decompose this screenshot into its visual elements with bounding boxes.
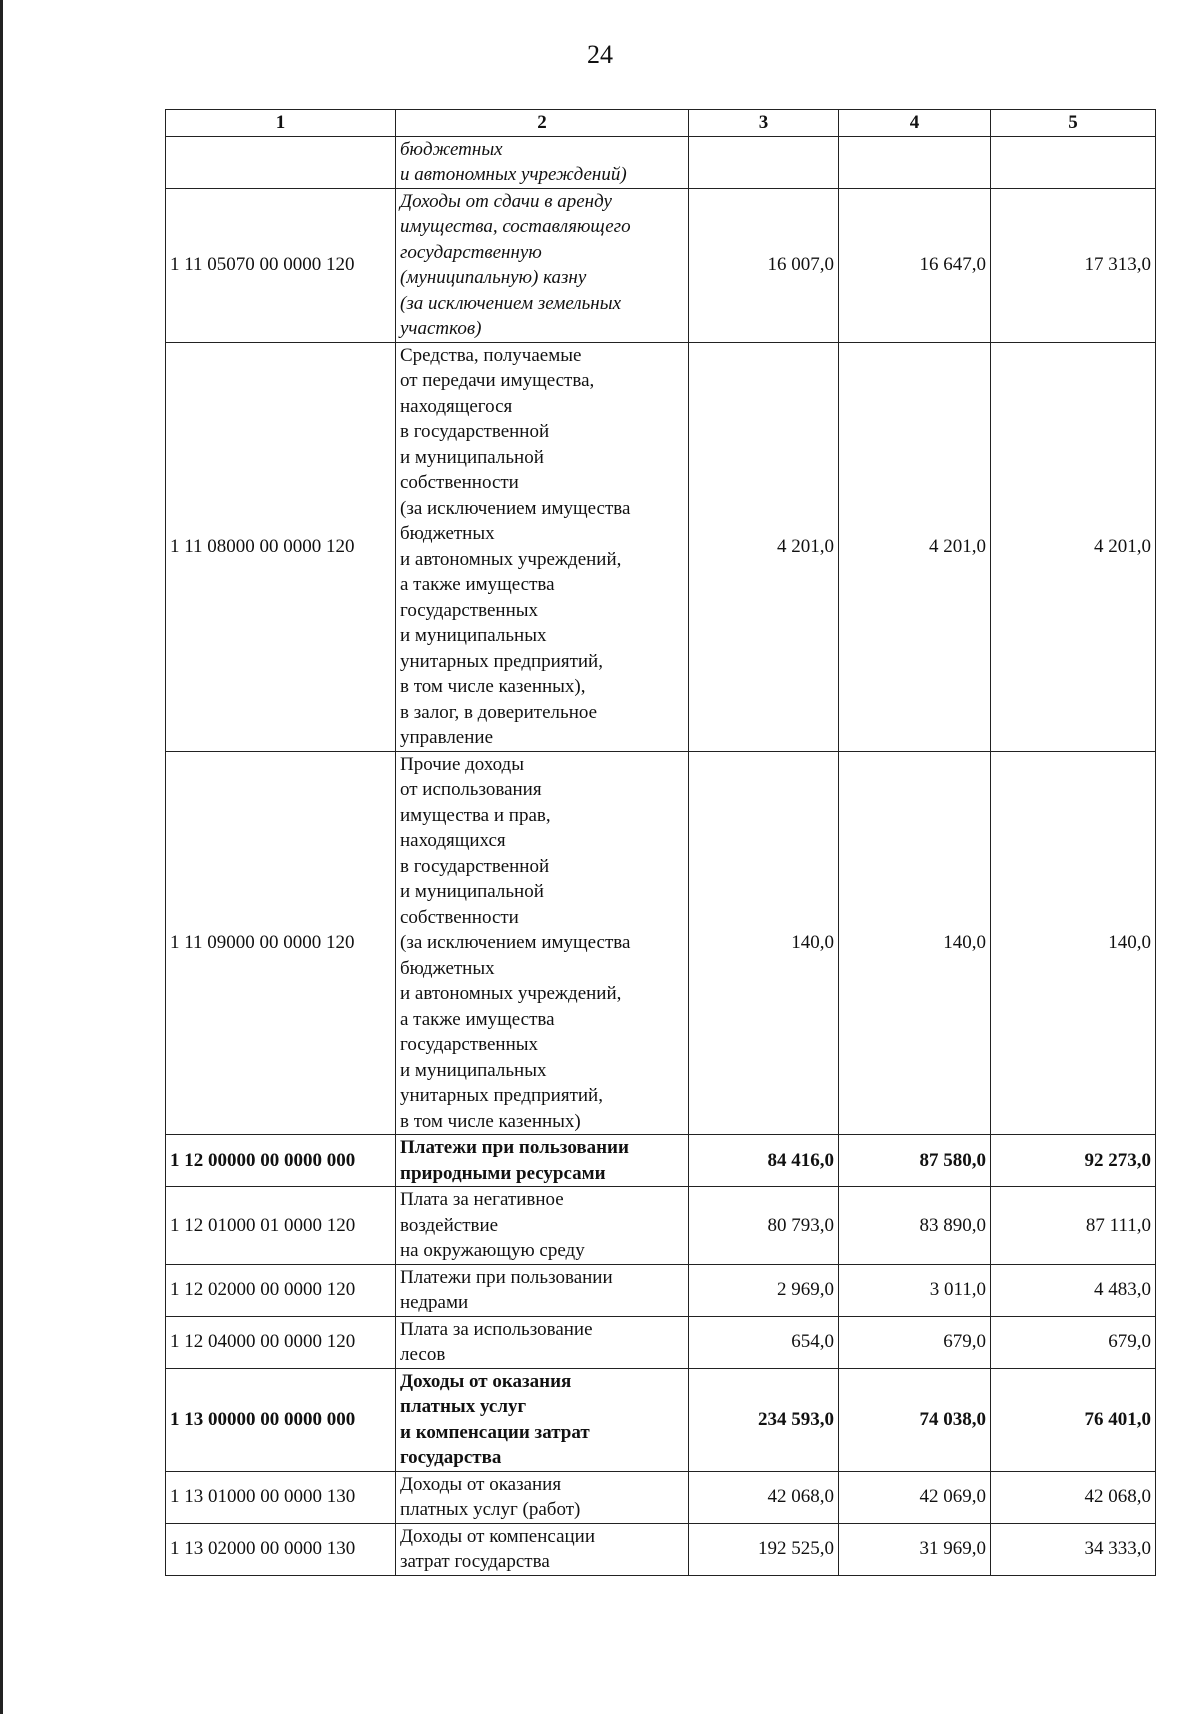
table-row: [166, 1316, 1156, 1368]
row-code-cell: 1 13 01000 00 0000 130: [166, 1471, 396, 1523]
row-value-col5: 4 483,0: [991, 1264, 1156, 1316]
row-value-col5: 34 333,0: [991, 1523, 1156, 1575]
row-value-col3: 654,0: [689, 1316, 839, 1368]
table-row: [166, 136, 1156, 188]
table-row: [166, 1135, 1156, 1187]
row-description-cell: Плата за использование лесов: [396, 1316, 689, 1368]
row-value-col4: 31 969,0: [839, 1523, 991, 1575]
row-code-cell: 1 11 05070 00 0000 120: [166, 188, 396, 342]
row-code-cell: 1 12 00000 00 0000 000: [166, 1135, 396, 1187]
budget-table: [165, 109, 1156, 1576]
table-row: [166, 1368, 1156, 1471]
row-value-col4: 16 647,0: [839, 188, 991, 342]
row-code-cell: 1 13 00000 00 0000 000: [166, 1368, 396, 1471]
row-value-col4: 87 580,0: [839, 1135, 991, 1187]
row-value-col5: 87 111,0: [991, 1187, 1156, 1265]
row-value-col3: 140,0: [689, 751, 839, 1135]
row-value-col5: 140,0: [991, 751, 1156, 1135]
row-code-cell: 1 13 02000 00 0000 130: [166, 1523, 396, 1575]
column-header-2: 2: [396, 110, 689, 137]
row-value-col3: 80 793,0: [689, 1187, 839, 1265]
row-value-col5: 92 273,0: [991, 1135, 1156, 1187]
table-header-row: [166, 110, 1156, 137]
row-value-col3: 234 593,0: [689, 1368, 839, 1471]
row-value-col5: 679,0: [991, 1316, 1156, 1368]
table-row: [166, 1523, 1156, 1575]
row-description-cell: Прочие доходы от использования имущества и прав, находящихся в государственной и муниципальной собственности (за исключением имущества бюджетных и автономных учреждений, а также имущества государственных и муниципальных унитарных предприятий, в том числе казенных): [396, 751, 689, 1135]
row-description-cell: Доходы от сдачи в аренду имущества, составляющего государственную (муниципальную) казну (за исключением земельных участков): [396, 188, 689, 342]
row-value-col3: [689, 136, 839, 188]
row-value-col5: 17 313,0: [991, 188, 1156, 342]
row-description-cell: Доходы от оказания платных услуг (работ): [396, 1471, 689, 1523]
row-value-col5: 42 068,0: [991, 1471, 1156, 1523]
row-description-cell: Средства, получаемые от передачи имущества, находящегося в государственной и муниципальной собственности (за исключением имущества бюджетных и автономных учреждений, а также имущества государственных и муниципальных унитарных предприятий, в том числе казенных), в залог, в доверительное управление: [396, 342, 689, 751]
row-code-cell: 1 12 01000 01 0000 120: [166, 1187, 396, 1265]
row-description-cell: Платежи при пользовании недрами: [396, 1264, 689, 1316]
row-value-col4: 83 890,0: [839, 1187, 991, 1265]
column-header-1: 1: [166, 110, 396, 137]
row-description-cell: Доходы от оказания платных услуг и компенсации затрат государства: [396, 1368, 689, 1471]
row-description-cell: бюджетных и автономных учреждений): [396, 136, 689, 188]
row-value-col4: 42 069,0: [839, 1471, 991, 1523]
row-value-col3: 192 525,0: [689, 1523, 839, 1575]
row-description-cell: Платежи при пользовании природными ресурсами: [396, 1135, 689, 1187]
row-value-col3: 16 007,0: [689, 188, 839, 342]
row-value-col3: 84 416,0: [689, 1135, 839, 1187]
table-row: [166, 188, 1156, 342]
row-value-col3: 42 068,0: [689, 1471, 839, 1523]
table-row: [166, 342, 1156, 751]
column-header-3: 3: [689, 110, 839, 137]
page-number: 24: [587, 40, 613, 69]
column-header-5: 5: [991, 110, 1156, 137]
table-row: [166, 1471, 1156, 1523]
row-value-col5: 76 401,0: [991, 1368, 1156, 1471]
row-value-col5: 4 201,0: [991, 342, 1156, 751]
row-value-col4: [839, 136, 991, 188]
row-value-col4: 3 011,0: [839, 1264, 991, 1316]
row-code-cell: 1 12 02000 00 0000 120: [166, 1264, 396, 1316]
row-description-cell: Плата за негативное воздействие на окружающую среду: [396, 1187, 689, 1265]
row-value-col3: 4 201,0: [689, 342, 839, 751]
row-value-col4: 140,0: [839, 751, 991, 1135]
row-code-cell: 1 11 09000 00 0000 120: [166, 751, 396, 1135]
row-value-col4: 4 201,0: [839, 342, 991, 751]
row-value-col4: 74 038,0: [839, 1368, 991, 1471]
table-row: [166, 1187, 1156, 1265]
row-description-cell: Доходы от компенсации затрат государства: [396, 1523, 689, 1575]
row-code-cell: [166, 136, 396, 188]
row-code-cell: 1 12 04000 00 0000 120: [166, 1316, 396, 1368]
row-value-col4: 679,0: [839, 1316, 991, 1368]
row-code-cell: 1 11 08000 00 0000 120: [166, 342, 396, 751]
row-value-col3: 2 969,0: [689, 1264, 839, 1316]
column-header-4: 4: [839, 110, 991, 137]
table-row: [166, 751, 1156, 1135]
table-row: [166, 1264, 1156, 1316]
scan-edge-line: [0, 0, 3, 1714]
row-value-col5: [991, 136, 1156, 188]
